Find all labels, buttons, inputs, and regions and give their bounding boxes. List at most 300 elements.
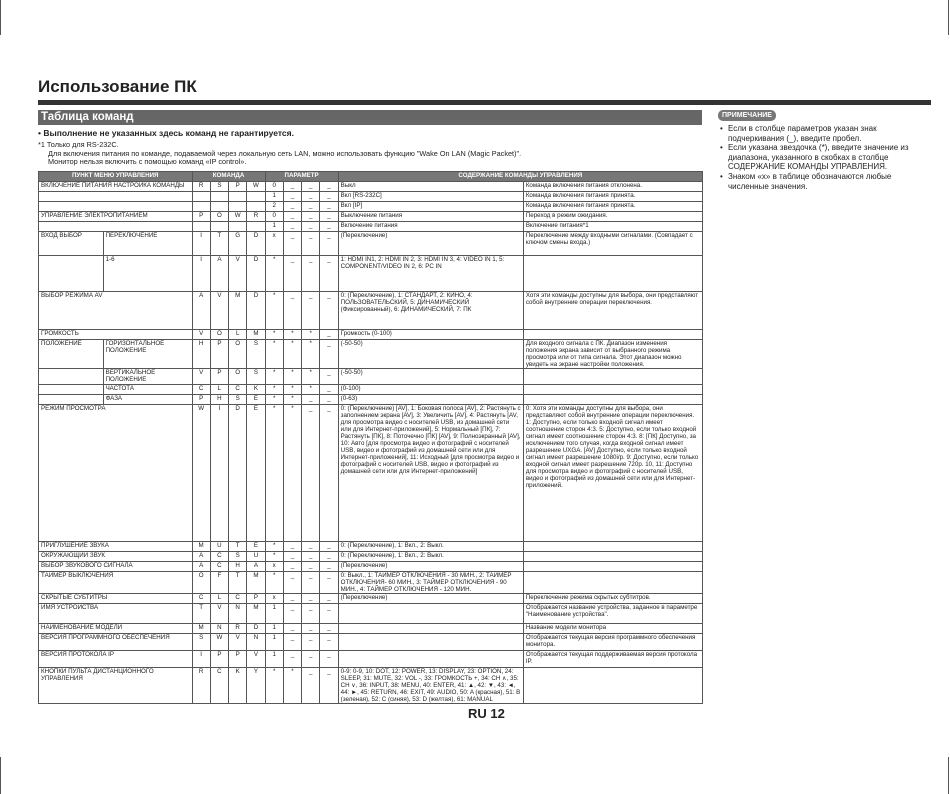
param-char-cell: 1: [265, 604, 283, 624]
content-note-cell: Хотя эти команды доступны для выбора, они представляют собой внутренние операции переключения.: [523, 292, 702, 330]
command-char-cell: V: [229, 256, 247, 292]
command-char-cell: V: [229, 634, 247, 651]
content-cell: Выключение питания: [338, 212, 523, 222]
param-char-cell: 0: [265, 182, 283, 192]
table-row: [39, 624, 703, 634]
param-char-cell: _: [320, 405, 338, 542]
param-char-cell: _: [320, 192, 338, 202]
command-char-cell: W: [192, 405, 210, 542]
command-char-cell: I: [192, 256, 210, 292]
submenu-item-cell: ЧАСТОТА: [103, 385, 192, 395]
content-cell: Вкл [RS-232C]: [338, 192, 523, 202]
param-char-cell: *: [265, 395, 283, 405]
menu-item-cell: [39, 385, 104, 395]
command-char-cell: S: [229, 552, 247, 562]
footnote-2: Для включения питания по команде, подаваемой через локальную сеть LAN, можно использовать функцию "Wake On LAN (Magic Packet)".: [48, 148, 522, 158]
content-cell: (0-63): [338, 395, 523, 405]
param-char-cell: *: [265, 330, 283, 340]
content-note-cell: [523, 562, 702, 572]
command-char-cell: P: [210, 340, 228, 369]
menu-item-cell: ВЕРСИЯ ПРОГРАММНОГО ОБЕСПЕЧЕНИЯ: [39, 634, 193, 651]
param-char-cell: _: [302, 202, 320, 212]
command-char-cell: C: [210, 668, 228, 704]
param-char-cell: _: [320, 330, 338, 340]
command-char-cell: O: [210, 330, 228, 340]
command-char-cell: D: [247, 292, 265, 330]
param-char-cell: 1: [265, 192, 283, 202]
content-note-cell: Отображается текущая поддерживаемая версия протокола IP.: [523, 651, 702, 668]
param-char-cell: _: [283, 651, 301, 668]
param-char-cell: *: [265, 668, 283, 704]
param-char-cell: _: [320, 552, 338, 562]
param-char-cell: _: [302, 232, 320, 256]
table-row: [39, 604, 703, 624]
content-note-cell: 0: Хотя эти команды доступны для выбора, они представляют собой внутренние операции переключения. 1: Доступно, если только входной сигнал имеет соотношение сторон 4:3. 5: Доступно, если только входной сигнал имеет соотношение сторон 4:3. 8: [ПК] Доступно, за исключением того случая, когда входной сигнал имеет разрешение UXGA. [AV] Доступно, если только входной сигнал имеет разрешение 1080i/p. 9: Доступно, если только входной сигнал имеет разрешение 720p. 10, 11: Доступно для просмотра видео и фотографий с носителей USB, видео и фотографий из домашней сети или для Интернет-приложений.: [523, 405, 702, 542]
param-char-cell: _: [320, 395, 338, 405]
title-rule: [38, 100, 931, 105]
command-char-cell: [247, 202, 265, 212]
param-char-cell: _: [283, 192, 301, 202]
content-note-cell: Переключение режима скрытых субтитров.: [523, 594, 702, 604]
table-row: [39, 222, 703, 232]
menu-item-cell: УПРАВЛЕНИЕ ЭЛЕКТРОПИТАНИЕМ: [39, 212, 193, 222]
header-command: КОМАНДА: [192, 172, 265, 182]
content-cell: (0-100): [338, 385, 523, 395]
command-char-cell: M: [247, 604, 265, 624]
menu-item-cell: [39, 222, 193, 232]
table-row: [39, 634, 703, 651]
command-table: [38, 171, 703, 704]
command-char-cell: A: [247, 562, 265, 572]
warning-text: • Выполнение не указанных здесь команд не гарантируется.: [38, 128, 294, 138]
table-row: [39, 232, 703, 256]
command-char-cell: V: [247, 651, 265, 668]
content-note-cell: [523, 668, 702, 704]
menu-item-cell: ВЕРСИЯ ПРОТОКОЛА IP: [39, 651, 193, 668]
param-char-cell: _: [302, 395, 320, 405]
content-note-cell: Отображается название устройства, заданное в параметре "Наименование устройства".: [523, 604, 702, 624]
menu-item-cell: ТАЙМЕР ВЫКЛЮЧЕНИЯ: [39, 572, 193, 594]
content-note-cell: Команда включения питания отклонена.: [523, 182, 702, 192]
param-char-cell: _: [320, 256, 338, 292]
command-char-cell: R: [229, 624, 247, 634]
command-char-cell: D: [247, 232, 265, 256]
command-char-cell: V: [210, 604, 228, 624]
menu-item-cell: НАИМЕНОВАНИЕ МОДЕЛИ: [39, 624, 193, 634]
submenu-item-cell: 1-6: [103, 256, 192, 292]
command-char-cell: O: [192, 572, 210, 594]
content-cell: 0: (Переключение) [AV], 1: Боковая полоса [AV], 2: Растянуть с заполнением экрана [AV], 3: Увеличить [AV], 4: Растянуть [AV, для просмотра видео с носителей USB, из домашней сети или для Интернет-приложений], 5: Нормальный [ПК], 7: Растянуть [ПК], 8: Поточечно [ПК] [AV], 9: Полноэкранный [AV], 10: Авто [для просмотра видео и фотографий с носителей USB, видео и фотографий из домашней сети или для Интернет-приложений], 11: Исходный [для просмотра видео и фотографий с носителей USB, видео и фотографий из домашней сети или для Интернет-приложений]: [338, 405, 523, 542]
command-char-cell: I: [192, 651, 210, 668]
content-cell: (-50-50): [338, 340, 523, 369]
content-note-cell: Для входного сигнала с ПК. Диапазон изменения положения экрана зависит от выбранного режима просмотра или от типа сигнала. Этот диапазон можно увидеть на экране настройки положения.: [523, 340, 702, 369]
table-row: [39, 562, 703, 572]
param-char-cell: _: [283, 542, 301, 552]
content-cell: 0: Выкл., 1: ТАЙМЕР ОТКЛЮЧЕНИЯ - 30 МИН., 2: ТАЙМЕР ОТКЛЮЧЕНИЯ- 60 МИН., 3: ТАЙМЕР ОТКЛЮЧЕНИЯ - 90 МИН., 4: ТАЙМЕР ОТКЛЮЧЕНИЯ - 120 МИН.: [338, 572, 523, 594]
param-char-cell: _: [302, 182, 320, 192]
param-char-cell: *: [302, 330, 320, 340]
content-cell: (Переключение): [338, 232, 523, 256]
menu-item-cell: ПРИГЛУШЕНИЕ ЗВУКА: [39, 542, 193, 552]
command-char-cell: S: [247, 340, 265, 369]
param-char-cell: _: [302, 572, 320, 594]
notes-title: ПРИМЕЧАНИЕ: [718, 110, 776, 121]
param-char-cell: _: [302, 634, 320, 651]
menu-item-cell: ОКРУЖАЮЩИЙ ЗВУК: [39, 552, 193, 562]
submenu-item-cell: ВЕРТИКАЛЬНОЕ ПОЛОЖЕНИЕ: [103, 369, 192, 385]
command-char-cell: A: [192, 292, 210, 330]
command-char-cell: N: [229, 604, 247, 624]
param-char-cell: _: [283, 552, 301, 562]
command-char-cell: M: [192, 542, 210, 552]
param-char-cell: 1: [265, 624, 283, 634]
param-char-cell: _: [283, 634, 301, 651]
content-cell: [338, 604, 523, 624]
param-char-cell: *: [302, 369, 320, 385]
content-cell: Вкл [IP]: [338, 202, 523, 212]
table-body: [39, 182, 703, 704]
content-note-cell: Название модели монитора: [523, 624, 702, 634]
param-char-cell: _: [283, 292, 301, 330]
param-char-cell: *: [283, 330, 301, 340]
param-char-cell: _: [283, 562, 301, 572]
command-char-cell: F: [210, 572, 228, 594]
menu-item-cell: ВХОД ВЫБОР: [39, 232, 104, 256]
command-char-cell: R: [192, 668, 210, 704]
command-char-cell: E: [247, 405, 265, 542]
footnotes: [38, 141, 698, 167]
command-char-cell: R: [192, 182, 210, 192]
command-char-cell: R: [247, 212, 265, 222]
page-number: RU 12: [468, 706, 505, 721]
command-char-cell: O: [229, 369, 247, 385]
command-char-cell: C: [192, 385, 210, 395]
command-char-cell: [229, 222, 247, 232]
param-char-cell: _: [320, 634, 338, 651]
command-char-cell: [210, 192, 228, 202]
content-note-cell: Отображается текущая версия программного обеспечения монитора.: [523, 634, 702, 651]
command-char-cell: A: [192, 562, 210, 572]
param-char-cell: _: [320, 202, 338, 212]
content-cell: 0: (Переключение), 1: Вкл., 2: Выкл.: [338, 542, 523, 552]
command-char-cell: [210, 202, 228, 212]
param-char-cell: *: [265, 369, 283, 385]
param-char-cell: *: [302, 385, 320, 395]
command-char-cell: I: [210, 405, 228, 542]
submenu-item-cell: ГОРИЗОНТАЛЬНОЕ ПОЛОЖЕНИЕ: [103, 340, 192, 369]
page-title: Использование ПК: [38, 77, 197, 96]
param-char-cell: _: [320, 212, 338, 222]
param-char-cell: _: [283, 594, 301, 604]
param-char-cell: *: [265, 552, 283, 562]
content-cell: [338, 624, 523, 634]
param-char-cell: *: [265, 340, 283, 369]
param-char-cell: _: [283, 222, 301, 232]
param-char-cell: _: [283, 604, 301, 624]
content-cell: [338, 634, 523, 651]
notes-list: [720, 124, 930, 191]
param-char-cell: _: [302, 668, 320, 704]
content-note-cell: [523, 542, 702, 552]
param-char-cell: _: [320, 604, 338, 624]
param-char-cell: _: [283, 212, 301, 222]
param-char-cell: _: [302, 192, 320, 202]
command-char-cell: T: [192, 604, 210, 624]
table-row: [39, 572, 703, 594]
param-char-cell: x: [265, 232, 283, 256]
header-menu: ПУНКТ МЕНЮ УПРАВЛЕНИЯ: [39, 172, 193, 182]
command-char-cell: S: [247, 369, 265, 385]
command-char-cell: V: [210, 292, 228, 330]
param-char-cell: _: [302, 651, 320, 668]
table-row: [39, 369, 703, 385]
note-item: • Если указана звездочка (*), введите значение из диапазона, указанного в скобках в столбце СОДЕРЖАНИЕ КОМАНДЫ УПРАВЛЕНИЯ.: [720, 143, 930, 172]
param-char-cell: _: [302, 594, 320, 604]
menu-item-cell: КНОПКИ ПУЛЬТА ДИСТАНЦИОННОГО УПРАВЛЕНИЯ: [39, 668, 193, 704]
crop-mark: [0, 0, 1, 35]
content-note-cell: [523, 330, 702, 340]
param-char-cell: _: [302, 212, 320, 222]
header-content: СОДЕРЖАНИЕ КОМАНДЫ УПРАВЛЕНИЯ: [338, 172, 702, 182]
menu-item-cell: ГРОМКОСТЬ: [39, 330, 193, 340]
table-row: [39, 192, 703, 202]
command-char-cell: P: [192, 395, 210, 405]
content-note-cell: Команда включения питания принята.: [523, 202, 702, 212]
param-char-cell: *: [265, 385, 283, 395]
command-char-cell: D: [247, 624, 265, 634]
content-note-cell: [523, 572, 702, 594]
table-row: [39, 395, 703, 405]
command-char-cell: U: [247, 552, 265, 562]
crop-mark: [0, 757, 1, 794]
command-char-cell: O: [210, 212, 228, 222]
table-row: [39, 594, 703, 604]
command-char-cell: I: [192, 232, 210, 256]
param-char-cell: 1: [265, 222, 283, 232]
command-char-cell: W: [247, 182, 265, 192]
command-char-cell: D: [247, 256, 265, 292]
content-note-cell: Переключение между входными сигналами. (Совпадает с ключом смены входа.): [523, 232, 702, 256]
command-char-cell: P: [247, 594, 265, 604]
menu-item-cell: СКРЫТЫЕ СУБТИТРЫ: [39, 594, 193, 604]
content-cell: Громкость (0-100): [338, 330, 523, 340]
command-char-cell: C: [229, 385, 247, 395]
command-char-cell: H: [229, 562, 247, 572]
param-char-cell: 1: [265, 634, 283, 651]
param-char-cell: _: [283, 202, 301, 212]
param-char-cell: _: [283, 182, 301, 192]
command-char-cell: [247, 222, 265, 232]
command-char-cell: G: [229, 232, 247, 256]
command-char-cell: C: [210, 562, 228, 572]
param-char-cell: *: [283, 369, 301, 385]
param-char-cell: _: [320, 369, 338, 385]
table-row: [39, 256, 703, 292]
command-char-cell: [192, 192, 210, 202]
command-char-cell: [247, 192, 265, 202]
header-param: ПАРАМЕТР: [265, 172, 338, 182]
content-cell: (Переключение): [338, 562, 523, 572]
content-cell: 0-9: 0-9, 10: DOT, 12: POWER, 13: DISPLAY, 23: OPTION, 24: SLEEP, 31: MUTE, 32: VOL -, 33: ГРОМКОСТЬ +, 34: CH ∧, 35: CH ∨, 36: INPUT, 38: MENU, 40: ENTER, 41: ▲, 42: ▼, 43: ◄, 44: ►, 45: RETURN, 46: EXIT, 49: AUDIO, 50: A (красная), 51: B (зеленая), 52: C (синяя), 53: D (желтая), 61: MANUAL: [338, 668, 523, 704]
content-note-cell: [523, 256, 702, 292]
content-note-cell: [523, 395, 702, 405]
command-char-cell: M: [247, 572, 265, 594]
command-char-cell: H: [192, 340, 210, 369]
param-char-cell: _: [302, 222, 320, 232]
menu-item-cell: ВКЛЮЧЕНИЕ ПИТАНИЯ НАСТРОЙКА КОМАНДЫ: [39, 182, 193, 192]
param-char-cell: 0: [265, 212, 283, 222]
menu-item-cell: ВЫБОР ЗВУКОВОГО СИГНАЛА: [39, 562, 193, 572]
command-char-cell: O: [229, 340, 247, 369]
param-char-cell: _: [302, 256, 320, 292]
table-row: [39, 182, 703, 192]
param-char-cell: _: [320, 222, 338, 232]
content-note-cell: [523, 385, 702, 395]
crop-mark: [948, 0, 949, 35]
command-char-cell: T: [229, 572, 247, 594]
content-cell: 1: HDMI IN1, 2: HDMI IN 2, 3: HDMI IN 3, 4: VIDEO IN 1, 5: COMPONENT/VIDEO IN 2, 6: PC IN: [338, 256, 523, 292]
command-char-cell: W: [229, 212, 247, 222]
param-char-cell: _: [302, 552, 320, 562]
submenu-item-cell: ФАЗА: [103, 395, 192, 405]
param-char-cell: _: [302, 562, 320, 572]
command-char-cell: A: [210, 256, 228, 292]
param-char-cell: _: [320, 651, 338, 668]
command-char-cell: P: [229, 182, 247, 192]
command-char-cell: N: [247, 634, 265, 651]
command-char-cell: P: [229, 651, 247, 668]
command-char-cell: E: [247, 395, 265, 405]
content-cell: (Переключение): [338, 594, 523, 604]
param-char-cell: *: [302, 340, 320, 369]
content-cell: Выкл: [338, 182, 523, 192]
content-note-cell: Переход в режим ожидания.: [523, 212, 702, 222]
content-cell: 0: (Переключение), 1: СТАНДАРТ, 2: КИНО, 4: ПОЛЬЗОВАТЕЛЬСКИЙ, 5: ДИНАМИЧЕСКИЙ (Фиксированный), 6: ДИНАМИЧЕСКИЙ, 7: ПК: [338, 292, 523, 330]
command-char-cell: N: [210, 624, 228, 634]
table-row: [39, 542, 703, 552]
crop-mark: [948, 757, 949, 794]
command-char-cell: L: [229, 330, 247, 340]
param-char-cell: _: [320, 668, 338, 704]
menu-item-cell: РЕЖИМ ПРОСМОТРА: [39, 405, 193, 542]
menu-item-cell: ПОЛОЖЕНИЕ: [39, 340, 104, 369]
command-char-cell: C: [229, 594, 247, 604]
param-char-cell: *: [283, 340, 301, 369]
note-item: • Знаком «x» в таблице обозначаются любые численные значения.: [720, 172, 930, 191]
command-char-cell: H: [210, 395, 228, 405]
command-char-cell: M: [229, 292, 247, 330]
content-note-cell: [523, 552, 702, 562]
table-row: [39, 330, 703, 340]
param-char-cell: *: [265, 572, 283, 594]
param-char-cell: _: [302, 405, 320, 542]
note-item: • Если в столбце параметров указан знак подчеркивания (_), введите пробел.: [720, 124, 930, 143]
param-char-cell: _: [302, 542, 320, 552]
menu-item-cell: ИМЯ УСТРОЙСТВА: [39, 604, 193, 624]
content-note-cell: [523, 369, 702, 385]
param-char-cell: _: [320, 385, 338, 395]
command-char-cell: S: [229, 395, 247, 405]
param-char-cell: *: [265, 256, 283, 292]
command-char-cell: L: [210, 385, 228, 395]
section-title: Таблица команд: [38, 110, 702, 125]
param-char-cell: *: [265, 542, 283, 552]
command-char-cell: D: [229, 405, 247, 542]
command-char-cell: [192, 202, 210, 212]
footnote-1: *1 Только для RS-232C.: [38, 140, 119, 149]
param-char-cell: x: [265, 594, 283, 604]
command-char-cell: C: [192, 594, 210, 604]
command-char-cell: E: [247, 542, 265, 552]
table-row: [39, 405, 703, 542]
param-char-cell: _: [320, 340, 338, 369]
content-cell: 0: (Переключение), 1: Вкл., 2: Выкл.: [338, 552, 523, 562]
param-char-cell: *: [283, 385, 301, 395]
command-char-cell: V: [192, 369, 210, 385]
menu-item-cell: [39, 256, 104, 292]
table-row: [39, 552, 703, 562]
param-char-cell: _: [320, 182, 338, 192]
param-char-cell: _: [320, 232, 338, 256]
command-char-cell: M: [192, 624, 210, 634]
param-char-cell: 1: [265, 651, 283, 668]
command-char-cell: W: [210, 634, 228, 651]
param-char-cell: *: [283, 668, 301, 704]
param-char-cell: *: [265, 292, 283, 330]
param-char-cell: _: [283, 572, 301, 594]
content-note-cell: Команда включения питания принята.: [523, 192, 702, 202]
table-row: [39, 651, 703, 668]
command-char-cell: S: [210, 182, 228, 192]
command-char-cell: T: [229, 542, 247, 552]
param-char-cell: x: [265, 562, 283, 572]
command-char-cell: C: [210, 552, 228, 562]
menu-item-cell: [39, 395, 104, 405]
command-char-cell: A: [192, 552, 210, 562]
param-char-cell: _: [283, 624, 301, 634]
param-char-cell: _: [320, 292, 338, 330]
command-char-cell: [192, 222, 210, 232]
param-char-cell: *: [283, 405, 301, 542]
param-char-cell: _: [320, 624, 338, 634]
command-char-cell: P: [192, 212, 210, 222]
param-char-cell: _: [320, 562, 338, 572]
menu-item-cell: [39, 202, 193, 212]
menu-item-cell: [39, 192, 193, 202]
content-cell: [338, 651, 523, 668]
command-char-cell: Y: [247, 668, 265, 704]
menu-item-cell: ВЫБОР РЕЖИМА AV: [39, 292, 193, 330]
command-char-cell: V: [192, 330, 210, 340]
content-note-cell: Включение питания*1: [523, 222, 702, 232]
command-char-cell: M: [247, 330, 265, 340]
param-char-cell: 2: [265, 202, 283, 212]
param-char-cell: *: [265, 405, 283, 542]
param-char-cell: _: [283, 232, 301, 256]
command-char-cell: [229, 202, 247, 212]
submenu-item-cell: ПЕРЕКЛЮЧЕНИЕ: [103, 232, 192, 256]
table-row: [39, 202, 703, 212]
param-char-cell: _: [283, 256, 301, 292]
table-row: [39, 668, 703, 704]
param-char-cell: _: [302, 292, 320, 330]
command-char-cell: S: [192, 634, 210, 651]
command-char-cell: K: [247, 385, 265, 395]
command-char-cell: K: [229, 668, 247, 704]
param-char-cell: _: [302, 624, 320, 634]
table-row: [39, 292, 703, 330]
content-cell: Включение питания: [338, 222, 523, 232]
